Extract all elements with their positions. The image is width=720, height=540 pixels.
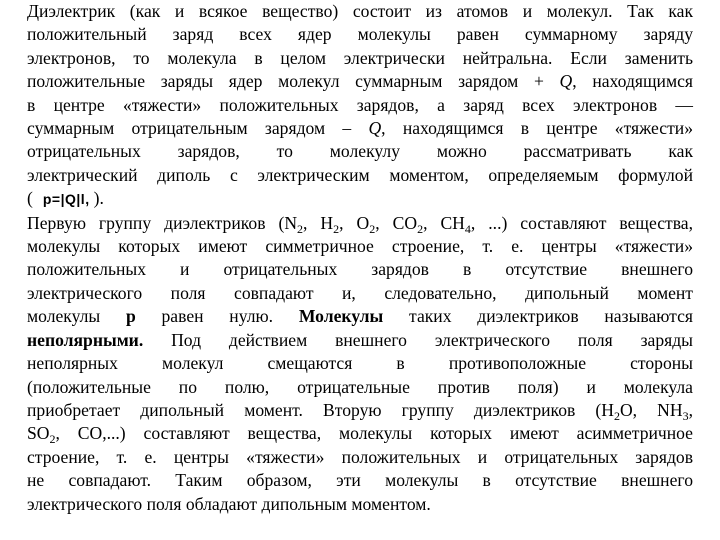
subscript: 2 xyxy=(49,432,56,447)
charge-symbol: Q xyxy=(559,71,573,92)
text-fragment: SO xyxy=(27,423,50,444)
document-page xyxy=(27,0,693,516)
text-line xyxy=(27,70,693,93)
text-fragment: , CH xyxy=(423,212,465,233)
text-line xyxy=(27,305,693,328)
text-fragment: Первую группу диэлектриков (N xyxy=(27,212,298,233)
text-fragment: , находящимся xyxy=(572,71,693,92)
text-line: строение, т. е. центры «тяжести» положительных и отрицательных зарядов xyxy=(27,446,693,467)
text-line: молекулы которых имеют симметричное строение, т. е. центры «тяжести» xyxy=(27,236,693,257)
text-line: электрического поля совпадают и, следовательно, дипольный момент xyxy=(27,282,693,303)
dipole-vector-symbol: р xyxy=(125,306,136,327)
text-fragment: приобретает дипольный момент. Вторую группу диэлектриков (H xyxy=(27,399,614,420)
text-fragment: , O xyxy=(339,212,370,233)
text-line xyxy=(27,212,693,235)
subscript: 2 xyxy=(417,221,424,236)
bold-term: Молекулы xyxy=(298,306,384,327)
text-line: положительный заряд всех ядер молекулы равен суммарному заряду xyxy=(27,24,693,45)
text-fragment: таких диэлектриков называются xyxy=(383,306,693,327)
text-line: отрицательных зарядов, то молекулу можно рассматривать как xyxy=(27,141,693,162)
text-line: неполярных молекул смещаются в противоположные стороны xyxy=(27,353,693,374)
dipole-moment-formula: p=|Q|l, xyxy=(42,191,90,208)
paren-open: ( xyxy=(27,188,33,209)
subscript: 2 xyxy=(333,221,340,236)
text-fragment: , H xyxy=(303,212,334,233)
subscript: 2 xyxy=(613,408,620,423)
subscript: 2 xyxy=(297,221,304,236)
text-fragment: суммарным отрицательным зарядом – xyxy=(27,118,369,139)
text-line: в центре «тяжести» положительных зарядов, а заряд всех электронов — xyxy=(27,94,693,115)
text-fragment: , находящимся в центре «тяжести» xyxy=(381,118,693,139)
paren-close: ). xyxy=(93,188,104,209)
subscript: 4 xyxy=(464,221,471,236)
charge-symbol: Q xyxy=(368,118,382,139)
paragraph-polar-nonpolar xyxy=(27,212,693,516)
text-fragment: O, NH xyxy=(619,399,683,420)
text-line xyxy=(27,117,693,140)
text-line xyxy=(27,399,693,422)
subscript: 2 xyxy=(369,221,376,236)
text-line: (положительные по полю, отрицательные против поля) и молекула xyxy=(27,376,693,397)
bold-term-nonpolar: неполярными. xyxy=(27,329,144,350)
text-fragment: молекулы xyxy=(27,306,126,327)
paragraph-dielectric-structure xyxy=(27,0,693,212)
text-line xyxy=(27,329,693,352)
subscript: 3 xyxy=(682,408,689,423)
text-line: не совпадают. Таким образом, эти молекулы в отсутствие внешнего xyxy=(27,470,693,491)
text-line xyxy=(27,422,693,445)
formula-line xyxy=(27,187,693,211)
text-fragment: , xyxy=(688,399,693,420)
text-fragment: , ...) составляют вещества, xyxy=(470,212,693,233)
text-line: электрический диполь с электрическим моментом, определяемым формулой xyxy=(27,164,693,185)
text-fragment: положительные заряды ядер молекул суммарным зарядом + xyxy=(27,71,560,92)
text-fragment: Под действием внешнего электрического поля заряды xyxy=(143,329,693,350)
text-line: электронов, то молекула в целом электрически нейтральна. Если заменить xyxy=(27,47,693,68)
text-fragment: , CO xyxy=(375,212,418,233)
text-fragment: равен нулю. xyxy=(135,306,299,327)
text-line: положительных и отрицательных зарядов в отсутствие внешнего xyxy=(27,259,693,280)
text-line-last: электрического поля обладают дипольным моментом. xyxy=(27,493,431,514)
text-line: Диэлектрик (как и всякое вещество) состоит из атомов и молекул. Так как xyxy=(27,1,693,21)
text-fragment: , CO,...) составляют вещества, молекулы которых имеют асимметричное xyxy=(55,423,693,444)
